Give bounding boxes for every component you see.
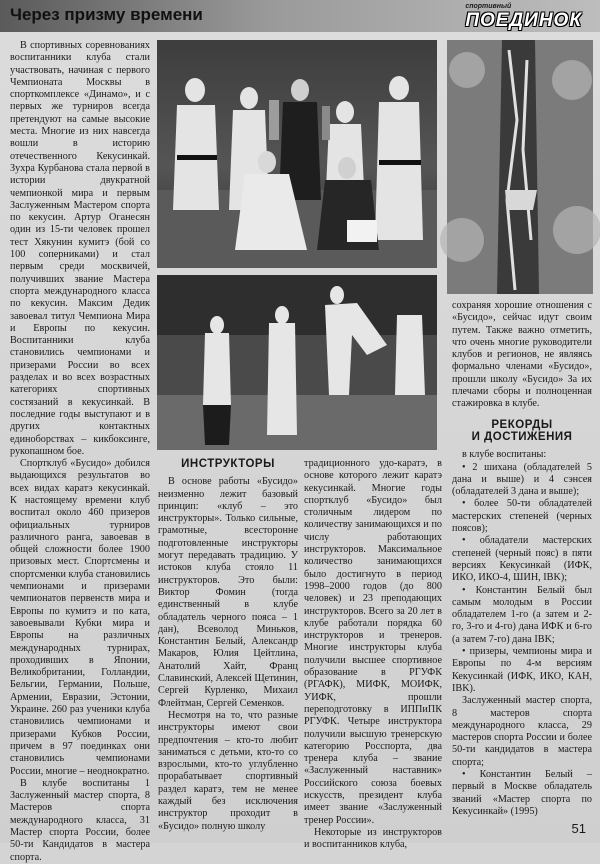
col1-paragraph-3: В клубе воспитаны 1 Заслуженный мастер спорта, 8 Мастеров спорта международного класса, 31 Мастер спорта России, более 50-ти Кандидатов в мастера спорта.: [10, 777, 150, 863]
column-3: [304, 458, 442, 851]
training-photo: [157, 275, 437, 450]
records-heading-line-2: И ДОСТИЖЕНИЯ: [471, 430, 573, 443]
logo-title: ПОЕДИНОК: [465, 10, 582, 31]
tree-photo: [447, 40, 593, 294]
record-item: • более 50-ти обладателей мастерских степеней (черных поясов);: [452, 498, 592, 535]
col2-paragraph-1: В основе работы «Бусидо» неизменно лежит базовый принцип: «клуб – это инструкторы». Только сильные, грамотные, всесторонне подготовленные инструкторы могут передавать традицию. У истоков клуба стояло 11 инструкторов. Это были: Виктор Фомин (тогда единственный в клубе обладатель черного пояса – 1 дан), Всеволод Миньков, Константин Белый, Александр Макаров, Юлия Цейтлина, Анатолий Хайт, Франц Славинский, Алексей Щетинин, Сергей Курленко, Михаил Флейтман, Сергей Семенков.: [158, 476, 299, 709]
col3-paragraph-2: Некоторые из инструкторов и воспитанников клуба,: [304, 826, 442, 851]
logo-subtitle: спортивный: [465, 3, 512, 10]
records-heading-line-1: РЕКОРДЫ: [491, 418, 553, 431]
group-photo: [157, 40, 437, 268]
record-item: • призеры, чемпионы мира и Европы по 4-м версиям Кекусинкай (ИФК, ИКО, КАН, IBK).: [452, 646, 592, 694]
section-title: Через призму времени: [10, 5, 203, 24]
col1-paragraph-1: В спортивных соревнованиях воспитанники клуба стали участвовать, начиная с первого Чемпионата Москвы в спорткомплексе «Динамо», и с первых же турниров всегда претендуют на самые высокие места. Многие из них навсегда вошли в историю отечественного Кекусинкай. Зухра Курбанова стала первой в истории двукратной чемпионкой мира и первым Заслуженным Мастером спорта по кекусин. Артур Оганесян один из 15-ти человек прошел тест Хякунин кумитэ (бой со 100 соперниками) и стал первым среди москвичей, получивших звание Мастера спорта международного класса по кекусин. Максим Дедик завоевал титул Чемпиона Мира и Европы по кекусин. Воспитанники клуба становились чемпионами и призерами России во всех разделах и во всех возрастных категориях спортивных состязаний в кекусинкай. В последние годы выступают и в других контактных единоборствах – кикбоксинге, рукопашном бое.: [10, 40, 150, 457]
record-item: • 2 шихана (обладателей 5 дана и выше) и 4 сэнсея (обладателей 3 дана и выше);: [452, 461, 592, 498]
col3-paragraph-1: традиционного удо-каратэ, в основе которого лежит каратэ кекусинкай. Многие годы спортклуб «Бусидо» был столичным лидером по количеству занимающихся и по числу работающих инструкторов. Максимальное количество занимающихся было достигнуто в период 1998–2000 годов (до 800 человек) и 23 преподающих инструкторов. Всего за 20 лет в клубе работали порядка 60 инструкторов и тренеров. Многие инструкторы клуба получили высшее спортивное образование в РГУФК (РГАФК), МИФК, МОИФК, УИФК, прошли переподготовку в ИППиПК РГУФК. Четыре инструктора получили высшую тренерскую категорию Росспорта, два тренера клуба – звание «Заслуженный наставник» Российского союза боевых искусств, президент клуба имеет звание «Заслуженный тренер России».: [304, 458, 442, 826]
page-number: 51: [571, 821, 586, 836]
record-item: Заслуженный мастер спорта, 8 мастеров спорта международного класса, 29 мастеров спорта России и более 50-ти кандидатов в мастера спорта;: [452, 695, 592, 768]
col1-paragraph-2: Спортклуб «Бусидо» добился выдающихся результатов во всех видах каратэ кекусинкай. К настоящему времени клуб воспитал около 460 призеров официальных турниров различного ранга, завоевав в общей сложности более 1900 призовых мест. Спортсмены и спортсменки клуба становились чемпионами и призерами чемпионатов первенств мира и Европы по кумитэ и по ката, завоевывали Кубки мира и Европы на различных международных турнирах, проходивших в Японии, Великобритании, Голландии, Бельгии, Германии, Польше, Армении, Евразии, Эстонии, Украине. 260 раз ученики клуба становились чемпионами и призерами Кубков России, причем в 97 поединках они становились чемпионами России, многие – неоднократно.: [10, 458, 150, 777]
col2-paragraph-2: Несмотря на то, что разные инструкторы имеют свои предпочтения – кто-то любит заниматься с детьми, кто-то со взрослыми, кто-то углубленно прорабатывает спортивный раздел каратэ, тем не менее каждый без исключения инструктор проходит в «Бусидо» полную школу: [158, 709, 298, 832]
column-2: [158, 458, 298, 833]
column-4: [452, 300, 592, 820]
header-bar: [0, 0, 600, 32]
magazine-logo: [465, 3, 582, 30]
records-intro: в клубе воспитаны:: [462, 449, 547, 461]
record-item: • Константин Белый – первый в Москве обладатель званий «Мастер спорта по Кекусинкай» (1995): [452, 768, 592, 817]
instructors-heading: ИНСТРУКТОРЫ: [181, 458, 275, 470]
col4-paragraph-1: сохраняя хорошие отношения с «Бусидо», сейчас идут своим путем. Также важно отметить, что очень многие руководители клубов и регионов, не являясь формально членами «Бусидо», прошли школу «Бусидо» За их плечами сборы и полноценная стажировка в клубе.: [452, 300, 592, 410]
column-1: [10, 40, 150, 863]
record-item: • Константин Белый был самым молодым в России обладателем 1-го (а затем и 2-го, 3-го и 4-го) дана ИФК и 6-го (а затем 7-го) дана IBK;: [452, 584, 592, 645]
record-item: • обладатели мастерских степеней (черный пояс) в пяти версиях Кекусинкай (ИФК, ИКО, ИКО-4, ШИН, IBK);: [452, 535, 592, 584]
